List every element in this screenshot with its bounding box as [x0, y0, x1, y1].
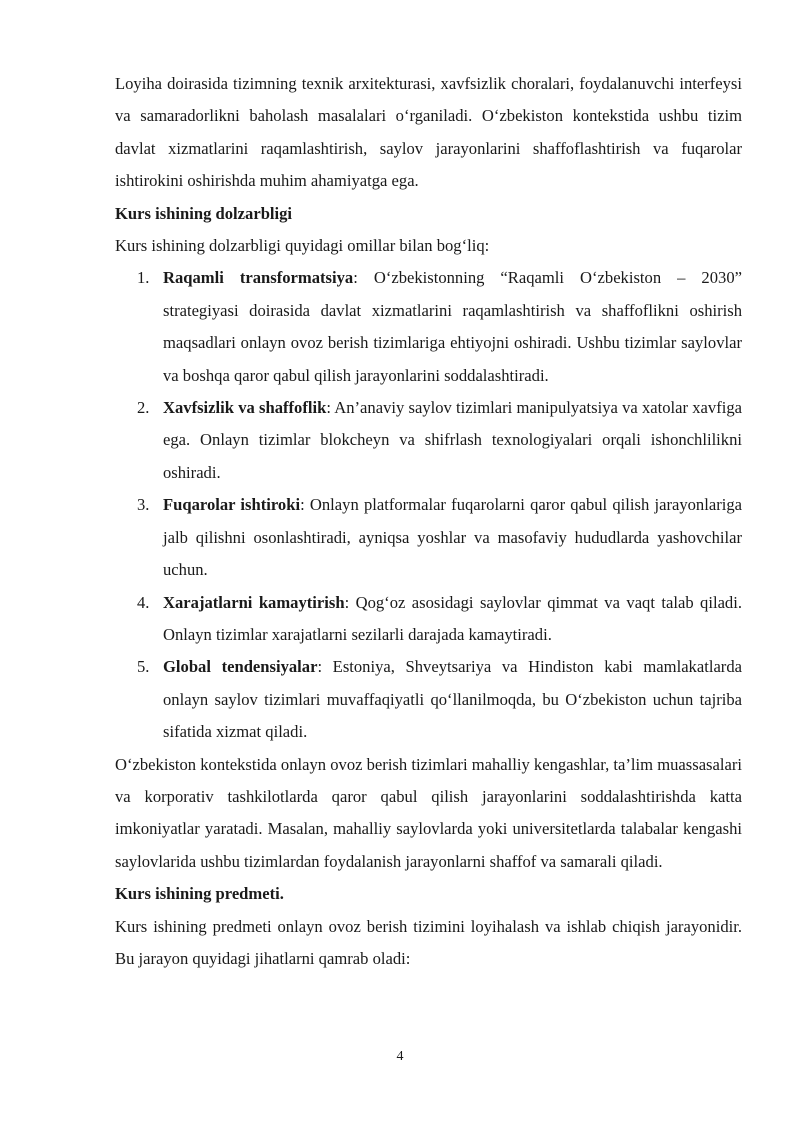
list-item	[137, 392, 742, 489]
list-item	[137, 262, 742, 392]
intro-paragraph: Loyiha doirasida tizimning texnik arxitekturasi, xavfsizlik choralari, foydalanuvchi interfeysi va samaradorlikni baholash masalalari o‘rganiladi. O‘zbekiston kontekstida ushbu tizim davlat xizmatlarini raqamlashtirish, saylov jarayonlarini shaffoflashtirish va fuqarolar ishtirokini oshirishda muhim ahamiyatga ega.	[115, 74, 742, 191]
list-item-text: : An’anaviy saylov tizimlari manipulyatsiya va xatolar xavfiga ega. Onlayn tizimlar blokcheyn va shifrlash texnologiyalari orqali ishonchlilikni oshiradi.	[163, 398, 742, 482]
list-item-number: 4.	[137, 592, 150, 612]
subject-heading: Kurs ishining predmeti.	[115, 884, 284, 904]
list-item-number: 1.	[137, 268, 150, 288]
list-item	[137, 651, 742, 748]
relevance-heading: Kurs ishining dolzarbligi	[115, 203, 293, 223]
list-item	[137, 587, 742, 652]
relevance-lead: Kurs ishining dolzarbligi quyidagi omillar bilan bog‘liq:	[115, 236, 490, 256]
list-item	[137, 489, 742, 586]
list-item-text: : Estoniya, Shveytsariya va Hindiston kabi mamlakatlarda onlayn saylov tizimlari muvaffaqiyatli qo‘llanilmoqda, bu O‘zbekiston uchun tajriba sifatida xizmat qiladi.	[163, 657, 742, 742]
list-item-term: Xavfsizlik va shaffoflik	[163, 398, 327, 418]
list-item-number: 3.	[137, 495, 150, 515]
page-number: 4	[396, 1049, 404, 1064]
list-item-term: Raqamli transformatsiya	[163, 268, 354, 288]
list-item-text: : O‘zbekistonning “Raqamli O‘zbekiston – 2030” strategiyasi doirasida davlat xizmatlarini raqamlashtirish va shaffoflikni oshirish maqsadlari onlayn ovoz berish tizimlariga ehtiyojni oshiradi. Ushbu tizimlar saylovlar va boshqa qaror qabul qilish jarayonlarini soddalashtiradi.	[163, 268, 742, 385]
list-item-term: Fuqarolar ishtiroki	[163, 495, 301, 515]
subject-paragraph: Kurs ishining predmeti onlayn ovoz berish tizimini loyihalash va ishlab chiqish jarayonidir. Bu jarayon quyidagi jihatlarni qamrab oladi:	[115, 916, 742, 968]
list-item-term: Global tendensiyalar	[163, 657, 318, 677]
document-page	[115, 68, 742, 975]
list-item-number: 5.	[137, 657, 150, 677]
relevance-closing-paragraph: O‘zbekiston kontekstida onlayn ovoz berish tizimlari mahalliy kengashlar, ta’lim muassasalari va korporativ tashkilotlarda qaror qabul qilish jarayonlarini soddalashtirishda katta imkoniyatlar yaratadi. Masalan, mahalliy saylovlarda yoki universitetlarda talabalar kengashi saylovlarida ushbu tizimlardan foydalanish jarayonlarni shaffof va samarali qiladi.	[115, 754, 742, 871]
relevance-list	[115, 262, 742, 748]
list-item-text: : Qog‘oz asosidagi saylovlar qimmat va vaqt talab qiladi. Onlayn tizimlar xarajatlarni sezilarli darajada kamaytiradi.	[163, 592, 742, 644]
list-item-term: Xarajatlarni kamaytirish	[163, 592, 345, 612]
list-item-number: 2.	[137, 398, 150, 418]
list-item-text: : Onlayn platformalar fuqarolarni qaror qabul qilish jarayonlariga jalb qilishni osonlashtiradi, ayniqsa yoshlar va masofaviy hududlarda yashovchilar uchun.	[163, 495, 742, 580]
